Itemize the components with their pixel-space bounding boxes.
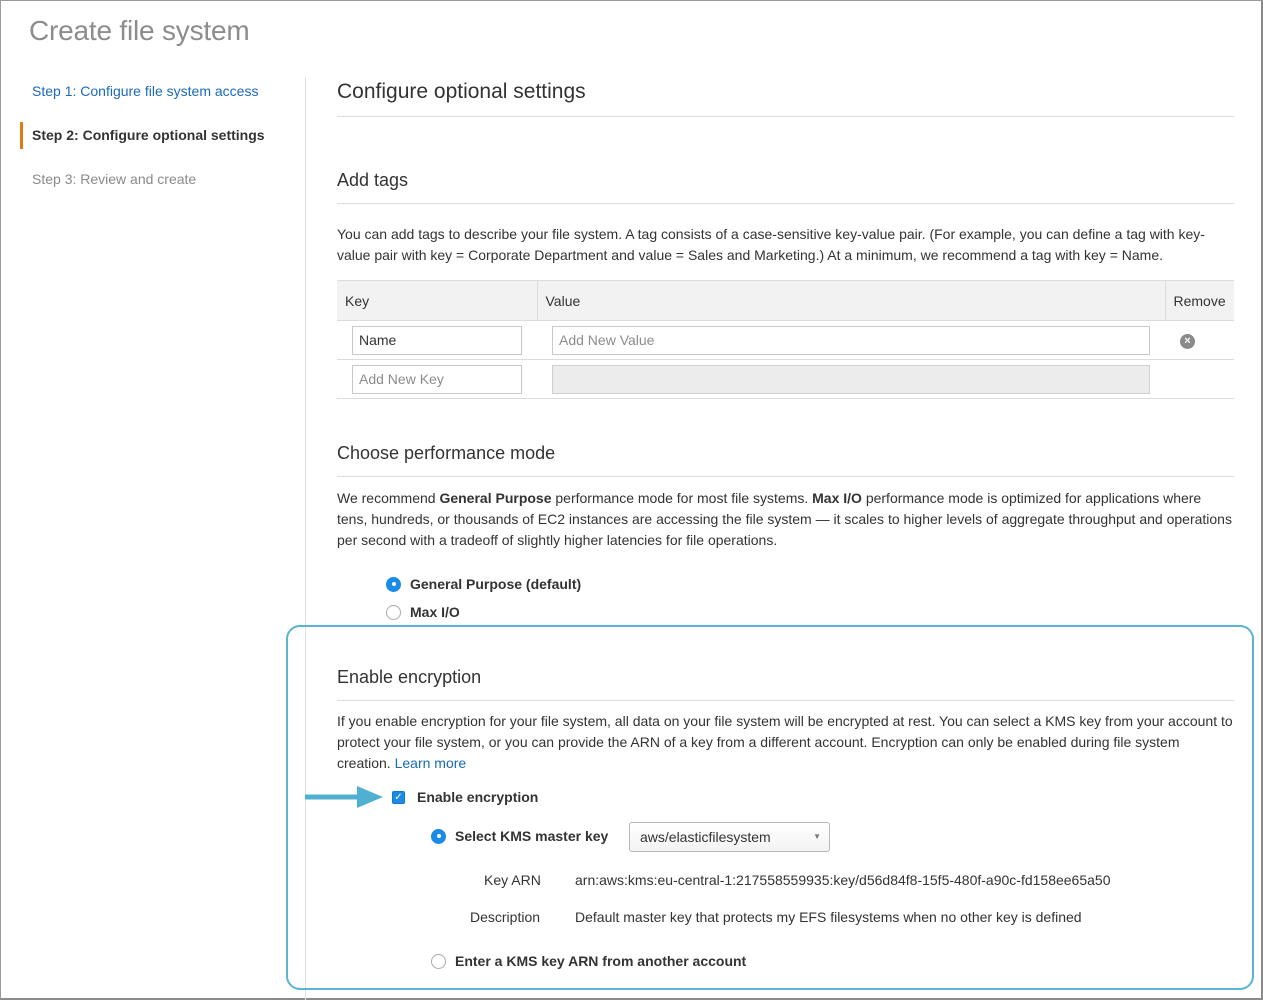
encryption-title: Enable encryption — [337, 667, 482, 687]
max-io-label: Max I/O — [410, 604, 460, 620]
performance-description: We recommend General Purpose performance mode for most file systems. Max I/O performance mode is optimized for applications where tens, hundreds, or thousands of EC2 instances are accessing the file system — it scales to higher levels of aggregate throughput and operations per second with a tradeoff of slightly higher latencies for file operations. — [337, 490, 1232, 548]
step-3-label: Review and create — [80, 171, 197, 187]
table-row — [337, 321, 1234, 360]
main-title: Configure optional settings — [337, 80, 586, 103]
vertical-divider — [305, 77, 306, 1000]
step-3-disabled — [20, 166, 290, 193]
performance-section — [337, 441, 1234, 620]
key-description-value: Default master key that protects my EFS filesystems when no other key is defined — [575, 909, 1082, 925]
learn-more-link[interactable]: Learn more — [394, 755, 467, 771]
remove-tag-icon[interactable]: × — [1180, 334, 1195, 349]
tags-section — [337, 168, 1234, 399]
max-io-option[interactable] — [386, 604, 1234, 620]
key-arn-label: Key ARN — [484, 872, 541, 888]
divider — [337, 116, 1234, 117]
divider — [337, 203, 1234, 204]
page-title: Create file system — [29, 15, 250, 46]
column-header-value: Value — [537, 281, 1165, 321]
tags-title: Add tags — [337, 170, 409, 190]
step-1-link[interactable] — [20, 78, 290, 105]
divider — [337, 700, 1234, 701]
step-3-prefix: Step 3: — [32, 171, 77, 187]
tag-value-input[interactable] — [552, 326, 1150, 355]
kms-key-select[interactable] — [629, 822, 830, 852]
arrow-right-icon — [305, 785, 385, 809]
step-2-current — [20, 122, 290, 149]
enable-encryption-checkbox[interactable]: ✓ — [392, 791, 405, 804]
key-arn-value: arn:aws:kms:eu-central-1:217558559935:key/d56d84f8-15f5-480f-a90c-fd158ee65a50 — [575, 872, 1111, 888]
select-kms-key-radio[interactable] — [431, 829, 446, 844]
step-2-label: Configure optional settings — [82, 127, 265, 143]
general-purpose-label: General Purpose (default) — [410, 576, 582, 592]
performance-title: Choose performance mode — [337, 443, 556, 463]
general-purpose-radio[interactable] — [386, 577, 401, 592]
tags-description: You can add tags to describe your file system. A tag consists of a case-sensitive key-value pair. (For example, you can define a tag with key-value pair with key = Corporate Department and value = Sales and Marketing.) At a minimum, we recommend a tag with key = Name. — [337, 226, 1205, 263]
kms-key-select-value: aws/elasticfilesystem — [640, 829, 771, 845]
step-2-prefix: Step 2: — [32, 127, 79, 143]
enable-encryption-label: Enable encryption — [417, 789, 539, 805]
select-kms-key-label: Select KMS master key — [455, 828, 609, 844]
divider — [337, 476, 1234, 477]
select-kms-key-option[interactable] — [431, 828, 608, 844]
table-row — [337, 360, 1234, 399]
max-io-radio[interactable] — [386, 605, 401, 620]
tag-key-input[interactable] — [352, 326, 522, 355]
chevron-down-icon: ▼ — [813, 832, 821, 841]
new-tag-value-input — [552, 365, 1150, 394]
other-account-key-label: Enter a KMS key ARN from another account — [455, 953, 747, 969]
column-header-remove: Remove — [1165, 281, 1234, 321]
key-description-label: Description — [470, 909, 541, 925]
step-1-prefix: Step 1: — [32, 83, 77, 99]
encryption-section — [337, 665, 1234, 774]
column-header-key: Key — [337, 281, 537, 321]
encryption-description: If you enable encryption for your file system, all data on your file system will be encrypted at rest. You can select a KMS key from your account to protect your file system, or you can provide the ARN of a key from a different account. Encryption can only be enabled during file system creation. Learn more — [337, 713, 1233, 771]
tags-table — [337, 280, 1234, 399]
general-purpose-option[interactable] — [386, 576, 1234, 592]
wizard-steps — [20, 78, 290, 210]
enable-encryption-row[interactable] — [392, 789, 538, 805]
other-account-key-radio[interactable] — [431, 954, 446, 969]
main-panel — [337, 78, 1234, 774]
step-1-label: Configure file system access — [80, 83, 259, 99]
new-tag-key-input[interactable] — [352, 365, 522, 394]
other-account-key-option[interactable] — [431, 953, 746, 969]
